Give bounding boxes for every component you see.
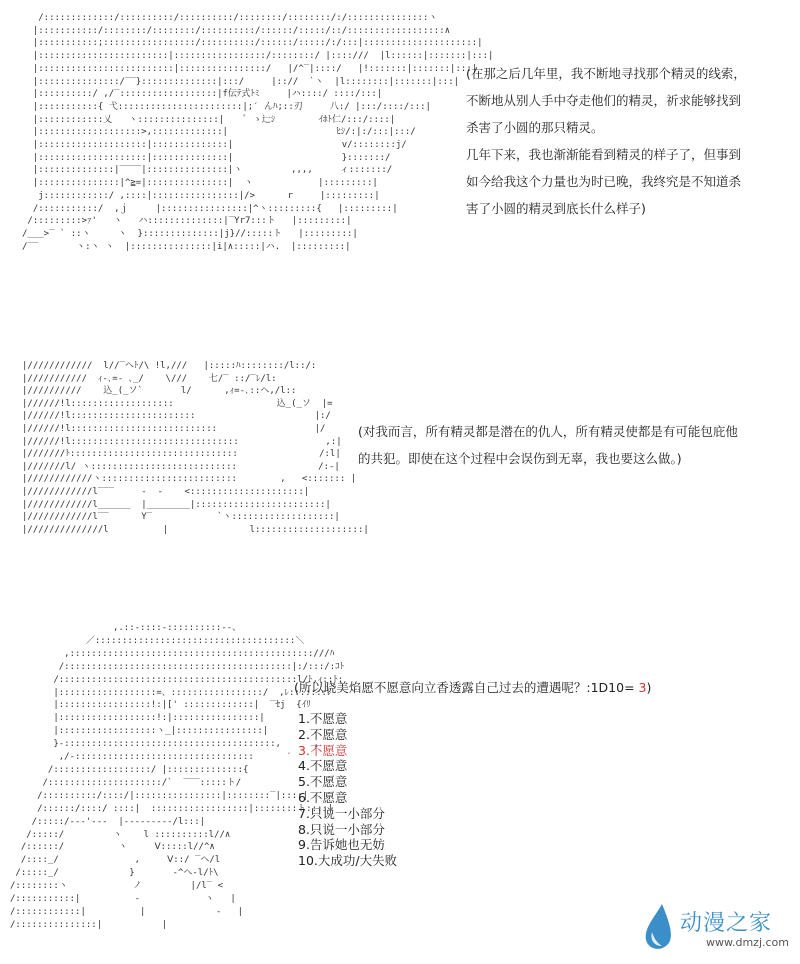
narration-line: 不断地从别人手中夺走他们的精灵，祈求能够找到 bbox=[466, 93, 742, 108]
ascii-art-panel-2: |//////////// l//‾ヘﾄ/\ !l,/// |:::::ﾊ::::::::/l::/: |/////////// ｨ‐､=‐ ､_/ \/// 七/‾ ::/‾ﾚ/l: |////////// 込_(_ソ` l/ ,ｨ=‐､::ヘ,/l:: |//////!l::::::::::::::::::: 込_(_ソ |= |//////!l::::::::::::::::::::::: |:/ |//////!l::::::::::::::::::::::::::: |/ |//////!l::::::::::::::::::::::::::::::: ,:| |///////ﾄ::::::::::::::::::::::::::::::: /:l| |///////l/ ヽ::::::::::::::::::::::::::: /:‐| |////////////ヽ::::::::::::::::::::::::: , <::::::: | |////////////l‾‾‾ ‐ - <:::::::::::::::::::::| |////////////l______ |________|::::::::::::::::::::::::| |////////////l‾‾ Y‾ `ヽ:::::::::::::::::::| |//////////////l | l::::::::::::::::::::| bbox=[22, 361, 369, 535]
ascii-art-panel-1: /:::::::::::::/::::::::::/::::::::::/::::::::/::::::::/:/:::::::::::::::ヽ |:::::::::::/::::::::/::::::::/::::::::::/::::::/:::::/::/::::::::::::::::::∧ |:::::::::::;:::::::::::::::::/::::::::::/::::::/:::::/:/:::|:::::::::::::::::::::| |::::::::::::::::::::::::|:::::::::::::::::/::::::::/ |::::/// |l::::::|:::::::|:::| |:::::::::::::::::::::::::|::::::::::::::::/ |/^‾|::::/ |!:::::::|:::::::|:::| |:::::::::::::::/‾‾}::::::::::::::|:::/ |::// `ヽ |l::::::::|:::::::|:::| |::::::::::/ ,/‾::::::::::::::::::|f伝ﾃ式ﾄﾐ |ハ::::/ ::::/:::| |:::::::::::{ 弋:::::::::::::::::::::::|;′ んﾊ;::刃 八:/ |:::/::::/:::| |::::::::::::乂 ヽ:::::::::::::::| ﾞ ゝ辷ｼ ｲﾎﾄ仁/:::/::::| |:::::::::::::::::::>,:::::::::::::| ﾋｼ/:|:/:::|:::/ |::::::::::::::::::::|::::::::::::::| v/::::::::j/ |::::::::::::::::::::|::::::::::::::| }:::::::/ |::::::::::::::|‾‾‾‾|:::::::::::::::|ヽ ,,,, ィ:::::::/ |:::::::::::::::|^≧=|:::::::::::::::| ヽ |:::::::::| j::::::::::::/ ,::::|::::::::::::::::|/> r |:::::::::| /:::::::::::/ ,ｊ |::::::::::::::::|^ヽ:::::::::{ |:::::::::| /:::::::::>ｧ' ヽ ハ::::::::::::::|‾Yr7:::ト |:::::::::| /___>‾ ` ::ヽ ヽ }::::::::::::::|j}//:::::ト |:::::::::| /‾‾ ヽ:ヽ ヽ |:::::::::::::::|i|∧:::::|ハ. |:::::::::| bbox=[22, 13, 494, 252]
watermark-url: www.dmzj.com bbox=[706, 936, 789, 949]
narration-line: 如今给我这个力量也为时已晚，我终究是不知道杀 bbox=[466, 174, 742, 189]
ascii-art-panel-3: ,.::‐::::‐::::::::::‐-、 ／:::::::::::::::::::::::::::::::::::::＼ ,:::::::::::::::::::::::::::::::::::::::::::::///ﾊ /::::::::::::::::::::::::::::::::::::::::::|:/:::/:ｺﾄ /::::::::::::::::::::::::::::::::::::::::::::l/ﾄ,ｨ::ﾄ: |::::::::::::::::::=、:::::::::::::::::/ ,ﾚ:::::::ﾚ |:::::::::::::::::!:|[' :::::::::::::| ‾ｾj {ｲﾘ |::::::::::::::::::!:|::::::::::::::::| |::::::::::::::::::ヽ_|::::::::::::::::| }‐:::::::::::::::::::::::::::::::::::::::, , ,/‐::::::::::::::::::::::::::::::::: ′ /::::::::::::::::::/ |::::::::::::::{ /:::::::::::::::::::::/` ‾‾‾:::::ト/ /::::::::::/::::/|::::::::::::::::|::::::::‾|::::| /::::::/::::/ ::::| ::::::::::::::::::|::::::::ト::::| /:::::/‐‐‐'‐‐‐ |‐‐‐‐‐‐‐‐‐/l:::| /:::::/ ヽ l ::::::::::l//∧ /::::::/ ヽ Ⅴ:::::l//^∧ /::::_/ , Ⅴ::/ ‾ヘ/l /:::::_/ } ‐^ヘ‐l/ﾄ\ /::::::::ヽ ノ |/l‾ < /:::::::::::| ‐ ヽ | /::::::::::::| | ‐ | /:::::::::::::::| | bbox=[10, 623, 345, 930]
option-item: 4.不愿意 bbox=[298, 758, 348, 774]
option-item: 7.只说一小部分 bbox=[298, 805, 385, 821]
question-text: (所以晓美焰愿不愿意向立香透露自己过去的遭遇呢？:1D10= bbox=[294, 680, 639, 695]
option-list bbox=[298, 711, 397, 869]
narration-line: 害了小圆的精灵到底长什么样子) bbox=[466, 201, 646, 216]
option-item: 9.告诉她也无妨 bbox=[298, 837, 385, 853]
narration-line: 的共犯。即使在这个过程中会误伤到无辜，我也要这么做。) bbox=[358, 451, 682, 466]
option-item: 5.不愿意 bbox=[298, 774, 348, 790]
dice-roll-result: 3 bbox=[638, 680, 647, 695]
narration-line: (对我而言，所有精灵都是潜在的仇人，所有精灵使都是有可能包庇他 bbox=[358, 424, 738, 439]
dice-question bbox=[294, 678, 651, 696]
narration-line: (在那之后几年里，我不断地寻找那个精灵的线索， bbox=[466, 66, 746, 81]
narration-line: 几年下来，我也渐渐能看到精灵的样子了，但事到 bbox=[466, 147, 742, 162]
option-item: 10.大成功/大失败 bbox=[298, 853, 398, 869]
question-close: ) bbox=[646, 680, 652, 695]
option-item: 6.不愿意 bbox=[298, 789, 348, 805]
site-watermark bbox=[636, 900, 796, 956]
narration-line: 杀害了小圆的那只精灵。 bbox=[466, 120, 604, 135]
option-item: 8.只说一小部分 bbox=[298, 821, 385, 837]
narration-block-2 bbox=[358, 418, 798, 472]
option-item: 1.不愿意 bbox=[298, 711, 348, 726]
narration-block-1 bbox=[466, 60, 796, 222]
watermark-name: 动漫之家 bbox=[680, 911, 773, 936]
option-item-selected: 3.不愿意 bbox=[298, 742, 348, 758]
option-item: 2.不愿意 bbox=[298, 726, 348, 742]
water-drop-icon bbox=[640, 902, 680, 952]
